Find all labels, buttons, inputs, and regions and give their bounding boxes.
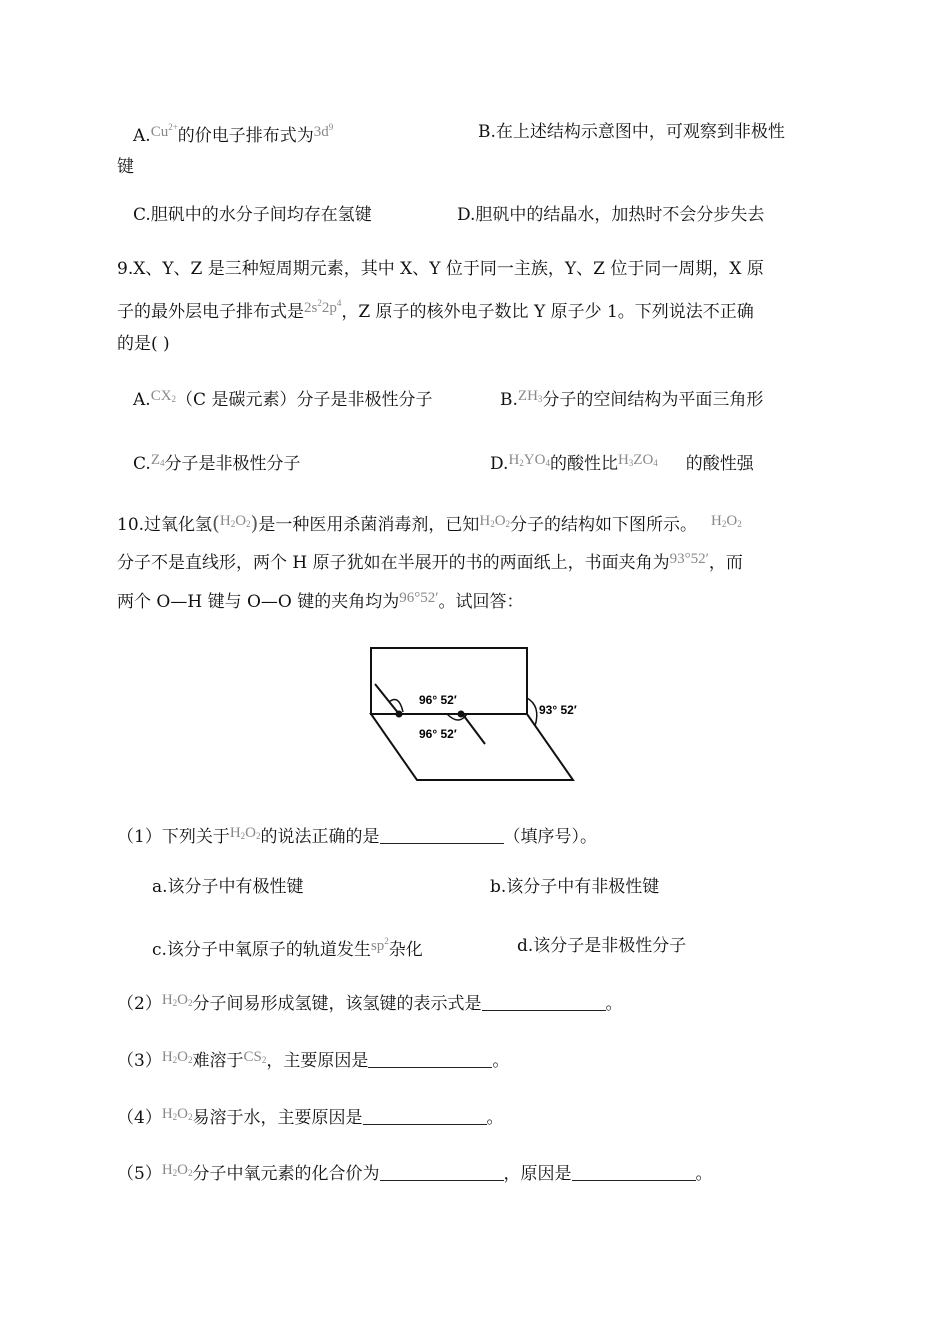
h3zo4-formula: $H_3ZO_4$ xyxy=(617,452,658,468)
sp2-formula: $sp^2$ xyxy=(370,936,389,954)
q10-stem-line1: 10.过氧化氢$(H_2O_2)$是一种医用杀菌消毒剂，已知$H_2O_2$分子的结构如下图所示。 $H_2O_2$ xyxy=(117,511,742,535)
q9-option-a: $A.CX_2(C$ 是碳元素）分子是非极性分子 xyxy=(133,388,433,410)
q10-stem-line2: 分子不是直线形，两个 H 原子犹如在半展开的书的两面纸上，书面夹角为93°52′，而 xyxy=(117,551,743,573)
angle-label-top: 96° 52′ xyxy=(419,693,457,707)
q10-sub3: $(3)H_2O_2$难溶于$CS_2$，主要原因是 。 xyxy=(117,1049,510,1071)
h2o2-structure-diagram xyxy=(355,640,595,790)
electron-config-formula: $2s^22p^4$ xyxy=(304,298,342,316)
answer-blank-3[interactable] xyxy=(368,1051,492,1068)
cu2-formula: $Cu^{2+}$ xyxy=(150,122,178,140)
cs2-formula: $CS_2$ xyxy=(243,1049,267,1065)
q10-stem-line3: 两个 O—H 键与 O—O 键的夹角均为96°52′。试回答： xyxy=(117,590,524,612)
q9-option-b: $B.ZH_3$分子的空间结构为平面三角形 xyxy=(500,388,764,410)
q10-sub5: $(5)H_2O_2$分子中氧元素的化合价为 ，原因是 。 xyxy=(117,1162,713,1184)
zh3-formula: $ZH_3$ xyxy=(517,388,543,404)
answer-blank-5a[interactable] xyxy=(380,1164,504,1181)
cx2-formula: $CX_2$ xyxy=(150,388,177,404)
angle-label-right: 93° 52′ xyxy=(539,703,577,717)
angle-label-bottom: 96° 52′ xyxy=(419,727,457,741)
q10-sub1-option-d: d.该分子是非极性分子 xyxy=(517,936,687,956)
q8-option-b-wrap: 键 xyxy=(117,157,134,177)
q9-stem-line3: 的是( ) xyxy=(117,334,170,354)
book-angle-value: 93°52′ xyxy=(669,551,709,567)
h2o2-formula: $H_2O_2$ xyxy=(219,513,251,529)
q8-option-c: C.胆矾中的水分子间均存在氢键 xyxy=(133,205,372,225)
q10-sub1: （1）下列关于$H_2O_2$的说法正确的是 （填序号）。 xyxy=(117,825,598,847)
lower-page xyxy=(371,714,573,780)
answer-blank-4[interactable] xyxy=(363,1108,487,1125)
answer-blank-5b[interactable] xyxy=(572,1164,696,1181)
oxygen-atom-1 xyxy=(396,711,403,718)
q9-option-d: $D.H_2YO_4$的酸性比$H_3ZO_4$ 的酸性强 xyxy=(490,452,754,474)
3d9-formula: $3d^9$ xyxy=(313,122,334,140)
oxygen-atom-2 xyxy=(458,711,465,718)
z4-formula: $Z_4$ xyxy=(150,452,165,468)
q10-sub1-option-b: b.该分子中有非极性键 xyxy=(490,877,660,897)
q9-stem-line1: 9.X、Y、Z 是三种短周期元素，其中 X、Y 位于同一主族，Y、Z 位于同一周期，X 原 xyxy=(117,259,764,279)
answer-blank-1[interactable] xyxy=(380,827,504,844)
q9-option-c: $C.Z_4$分子是非极性分子 xyxy=(133,452,301,474)
q8-option-b: B.在上述结构示意图中，可观察到非极性 xyxy=(478,122,785,142)
q9-stem-line2: 子的最外层电子排布式是$2s^22p^4$，Z 原子的核外电子数比 Y 原子少 1。下列说法不正确 xyxy=(117,298,754,322)
q10-sub1-option-c: c.该分子中氧原子的轨道发生$sp^2$杂化 xyxy=(152,936,423,960)
answer-blank-2[interactable] xyxy=(482,994,606,1011)
bond-angle-value: 96°52′ xyxy=(399,590,439,606)
q10-sub4: $(4)H_2O_2$易溶于水，主要原因是 。 xyxy=(117,1106,504,1128)
q8-option-d: D.胆矾中的结晶水，加热时不会分步失去 xyxy=(457,205,765,225)
q10-sub2: $(2)H_2O_2$分子间易形成氢键，该氢键的表示式是 。 xyxy=(117,992,623,1014)
q10-sub1-option-a: a.该分子中有极性键 xyxy=(152,877,304,897)
h2yo4-formula: $H_2YO_4$ xyxy=(508,452,550,468)
q8-option-a: $A.Cu^{2+}$的价电子排布式为$3d^9$ xyxy=(133,122,334,146)
